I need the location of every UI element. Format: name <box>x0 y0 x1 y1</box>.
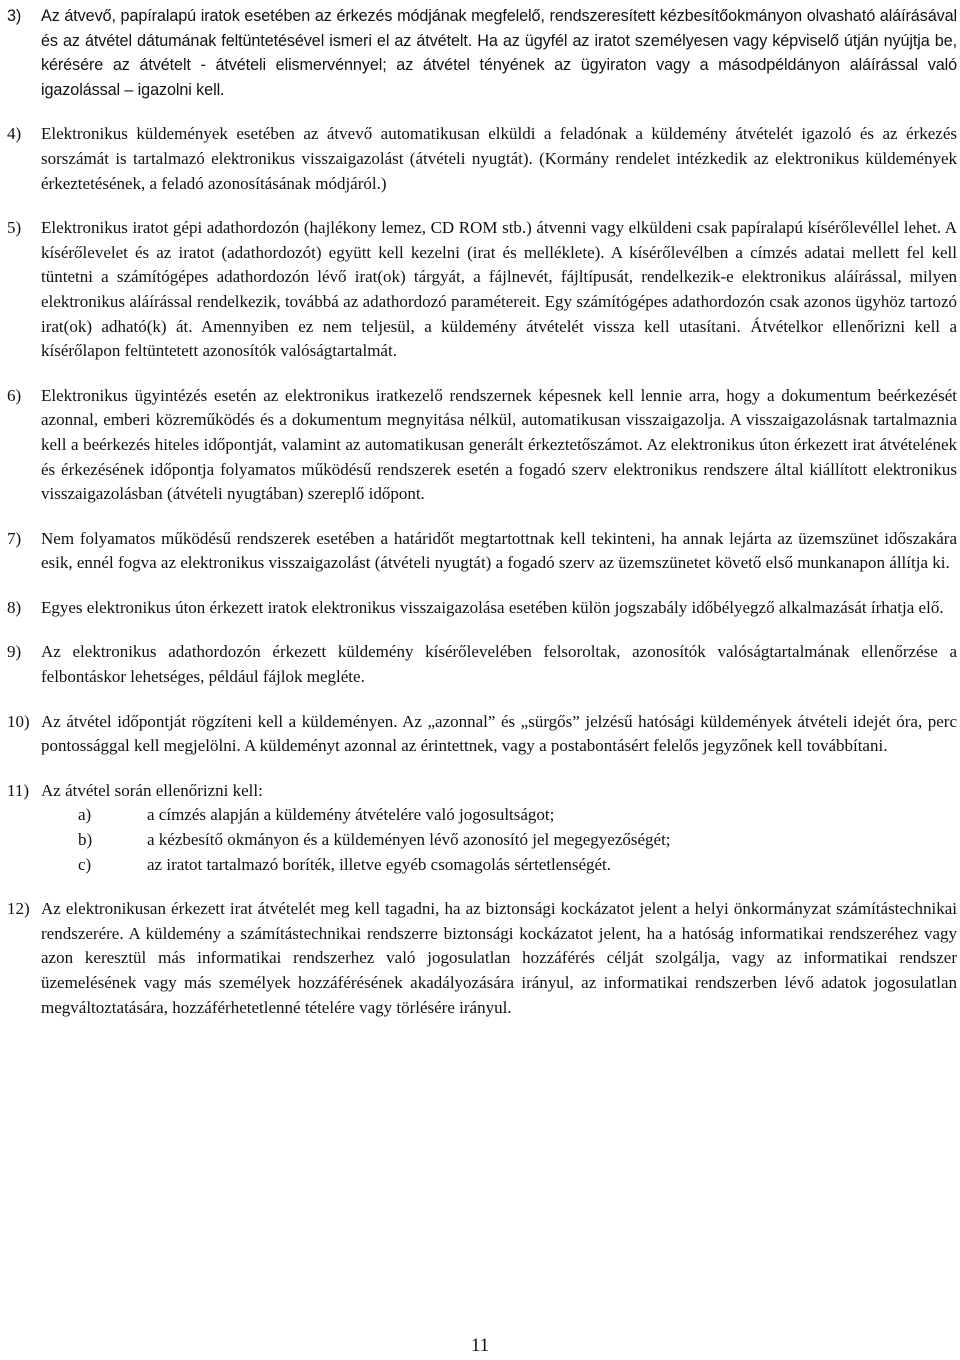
list-item-10 <box>7 710 957 759</box>
item-text: Az elektronikusan érkezett irat átvételét meg kell tagadni, ha az biztonsági kockázatot jelent a helyi önkormányzat számítástechnikai rendszerére. A küldemény a számítástechnikai rendszerre biztonsági kockázatot jelent, ha a hatóság informatikai rendszeréhez vagy azon keresztül más informatikai rendszerhez való jogosulatlan hozzáférés célját szolgálja, vagy az informatikai rendszer üzemelésének vagy más személyek hozzáférésének akadályozására irányul, az informatikai rendszerben lévő adatok jogosulatlan megváltoztatására, hozzáférhetetlenné tételére vagy törlésére irányul. <box>41 899 957 1017</box>
item-number: 9) <box>7 642 22 662</box>
sub-item-text: az iratot tartalmazó boríték, illetve egyéb csomagolás sértetlenségét. <box>147 854 612 874</box>
item-text: Az átvevő, papíralapú iratok esetében az érkezés módjának megfelelő, rendszeresített kézbesítőokmányon olvasható aláírásával és az átvétel dátumának feltüntetésével ismeri el az átvételt. Ha az ügyfél az iratot személyesen vagy képviselő útján nyújtja be, kérésére az átvételt - átvételi elismervénnyel; az átvétel tényének az ügyiraton vagy a másodpéldányon aláírással való igazolással – igazolni kell. <box>41 7 957 99</box>
item-number: 6) <box>7 385 22 405</box>
sub-item-label: c) <box>78 854 92 874</box>
sub-item-label: a) <box>78 805 92 825</box>
item-text: Elektronikus küldemények esetében az átvevő automatikusan elküldi a feladónak a küldemény átvételét igazoló és az érkezés sorszámát is tartalmazó elektronikus visszaigazolást (átvételi nyugtát). (Kormány rendelet intézkedik az elektronikus küldemények érkeztetésének, a feladó azonosításának módjáról.) <box>41 124 957 193</box>
list-item-12 <box>7 897 957 1020</box>
sub-item-text: a kézbesítő okmányon és a küldeményen lévő azonosító jel megegyezőségét; <box>147 830 671 850</box>
item-number: 10) <box>7 711 30 731</box>
item-text: Az elektronikus adathordozón érkezett küldemény kísérőlevelében felsoroltak, azonosítók valóságtartalmának ellenőrzése a felbontáskor lehetséges, például fájlok megléte. <box>41 642 957 687</box>
list-item-4 <box>7 122 957 196</box>
item-number: 3) <box>7 7 22 25</box>
sub-item-label: b) <box>78 830 93 850</box>
item-number: 4) <box>7 124 22 144</box>
list-item-7 <box>7 527 957 576</box>
item-number: 7) <box>7 528 22 548</box>
item-number: 11) <box>7 780 30 800</box>
list-item-8 <box>7 596 957 621</box>
item-text: Az átvétel időpontját rögzíteni kell a küldeményen. Az „azonnal” és „sürgős” jelzésű hatósági küldemények átvételi idejét óra, perc pontossággal kell megjelölni. A küldeményt azonnal az érintettnek, vagy a postabontásért felelős jegyzőnek kell továbbítani. <box>41 711 957 756</box>
list-item-9 <box>7 640 957 689</box>
list-item-3 <box>7 4 957 102</box>
list-item-11 <box>7 779 957 877</box>
sub-list <box>41 803 957 877</box>
item-number: 8) <box>7 597 22 617</box>
list-item-6 <box>7 384 957 507</box>
item-text: Az átvétel során ellenőrizni kell: <box>41 780 263 800</box>
item-text: Nem folyamatos működésű rendszerek esetében a határidőt megtartottnak kell tekinteni, ha annak lejárta az üzemszünet időszakára esik, ennél fogva az elektronikus visszaigazolást (átvételi nyugtát) a fogadó szerv az üzemszünetet követő első munkanapon állítja ki. <box>41 528 957 573</box>
item-number: 12) <box>7 899 30 919</box>
numbered-list <box>7 4 957 1020</box>
sub-item-b <box>78 828 957 853</box>
sub-item-c <box>78 853 957 878</box>
item-text: Elektronikus iratot gépi adathordozón (hajlékony lemez, CD ROM stb.) átvenni vagy elküldeni csak papíralapú kísérőlevéllel lehet. A kísérőlevelet és az iratot (adathordozót) együtt kell kezelni (irat és melléklete). A kísérőlevélben a címzés adatai mellett fel kell tüntetni a számítógépes adathordozón lévő irat(ok) tárgyát, a fájlnevét, fájltípusát, rendelkezik-e elektronikus aláírással, milyen elektronikus aláírással rendelkezik, továbbá az adathordozó paramétereit. Egy számítógépes adathordozón csak azonos ügyhöz tartozó irat(ok) adható(k) át. Amennyiben ez nem teljesül, a küldemény átvételét vissza kell utasítani. Átvételkor ellenőrizni kell a kísérőlapon feltüntetett azonosítók valóságtartalmát. <box>41 218 957 361</box>
page-number: 11 <box>470 1335 490 1356</box>
item-text: Egyes elektronikus úton érkezett iratok elektronikus visszaigazolása esetében külön jogszabály időbélyegző alkalmazását írhatja elő. <box>41 597 944 617</box>
list-item-5 <box>7 216 957 364</box>
sub-item-text: a címzés alapján a küldemény átvételére való jogosultságot; <box>147 805 555 825</box>
item-number: 5) <box>7 218 22 238</box>
sub-item-a <box>78 803 957 828</box>
item-text: Elektronikus ügyintézés esetén az elektronikus iratkezelő rendszernek képesnek kell lennie arra, hogy a dokumentum beérkezését azonnal, emberi közreműködés és a dokumentum megnyitása nélkül, automatikusan visszaigazolja. A visszaigazolásnak tartalmaznia kell a beérkezés hiteles időpontját, valamint az automatikusan generált érkeztetőszámot. Az elektronikus úton érkezett irat átvételének és érkezésének időpontja folyamatos működésű rendszerek esetén a fogadó szerv elektronikus rendszere által kiállított elektronikus visszaigazolásban (átvételi nyugtában) szereplő időpont. <box>41 385 957 504</box>
